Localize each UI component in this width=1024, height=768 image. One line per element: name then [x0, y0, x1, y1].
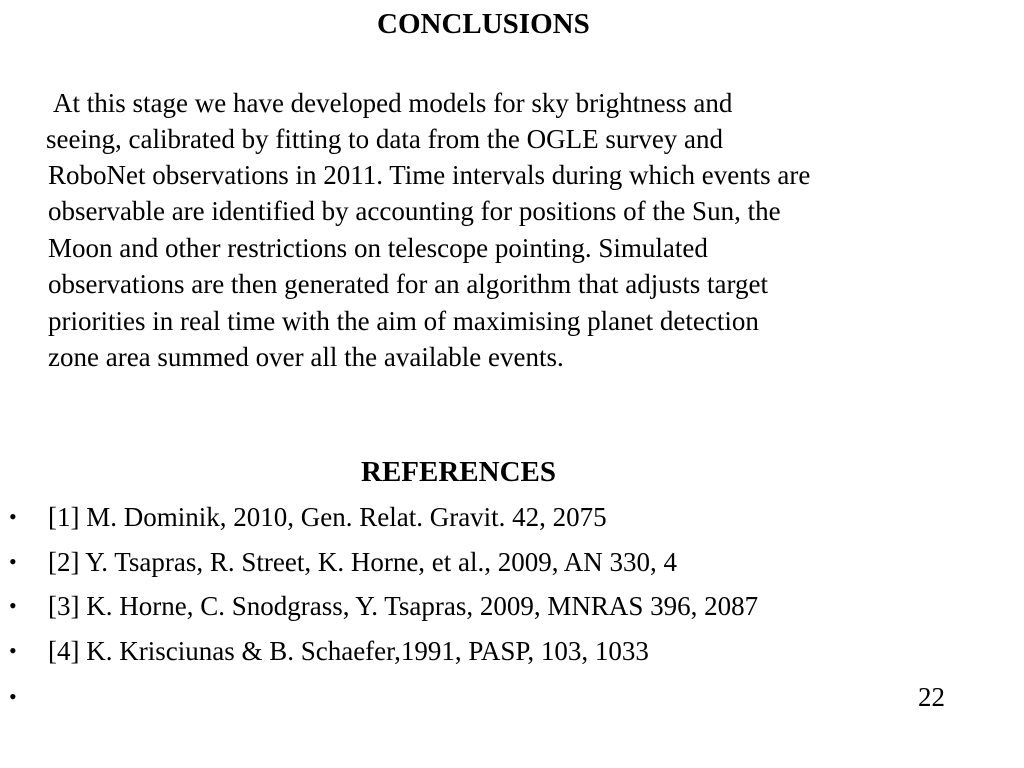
page-number: 22 [918, 682, 945, 712]
references-heading: REFERENCES [361, 456, 556, 488]
paragraph-line: RoboNet observations in 2011. Time intervals during which events are [48, 160, 811, 190]
reference-item [0, 590, 1000, 622]
bullet-icon: • [9, 549, 17, 574]
reference-item [0, 635, 1000, 667]
bullet-icon: • [9, 684, 17, 709]
bullet-icon: • [9, 638, 17, 663]
paragraph-line: At this stage we have developed models for sky brightness and [53, 88, 733, 118]
paragraph-line: priorities in real time with the aim of maximising planet detection [48, 306, 759, 336]
paragraph-line: observations are then generated for an algorithm that adjusts target [48, 269, 769, 299]
reference-text: [2] Y. Tsapras, R. Street, K. Horne, et al., 2009, AN 330, 4 [48, 547, 678, 577]
paragraph-line: observable are identified by accounting for positions of the Sun, the [48, 196, 781, 226]
reference-item [0, 681, 1000, 713]
bullet-icon: • [9, 593, 17, 618]
paragraph-line: Moon and other restrictions on telescope pointing. Simulated [48, 233, 708, 263]
reference-item [0, 501, 1000, 533]
reference-text: [3] K. Horne, C. Snodgrass, Y. Tsapras, 2009, MNRAS 396, 2087 [48, 591, 759, 621]
paragraph-line: zone area summed over all the available events. [48, 342, 564, 372]
conclusions-heading: CONCLUSIONS [377, 8, 590, 40]
paragraph-line: seeing, calibrated by fitting to data from the OGLE survey and [46, 124, 724, 154]
bullet-icon: • [9, 504, 17, 529]
reference-text: [4] K. Krisciunas & B. Schaefer,1991, PASP, 103, 1033 [48, 636, 649, 666]
reference-item [0, 546, 1000, 578]
reference-text: [1] M. Dominik, 2010, Gen. Relat. Gravit. 42, 2075 [48, 502, 607, 532]
